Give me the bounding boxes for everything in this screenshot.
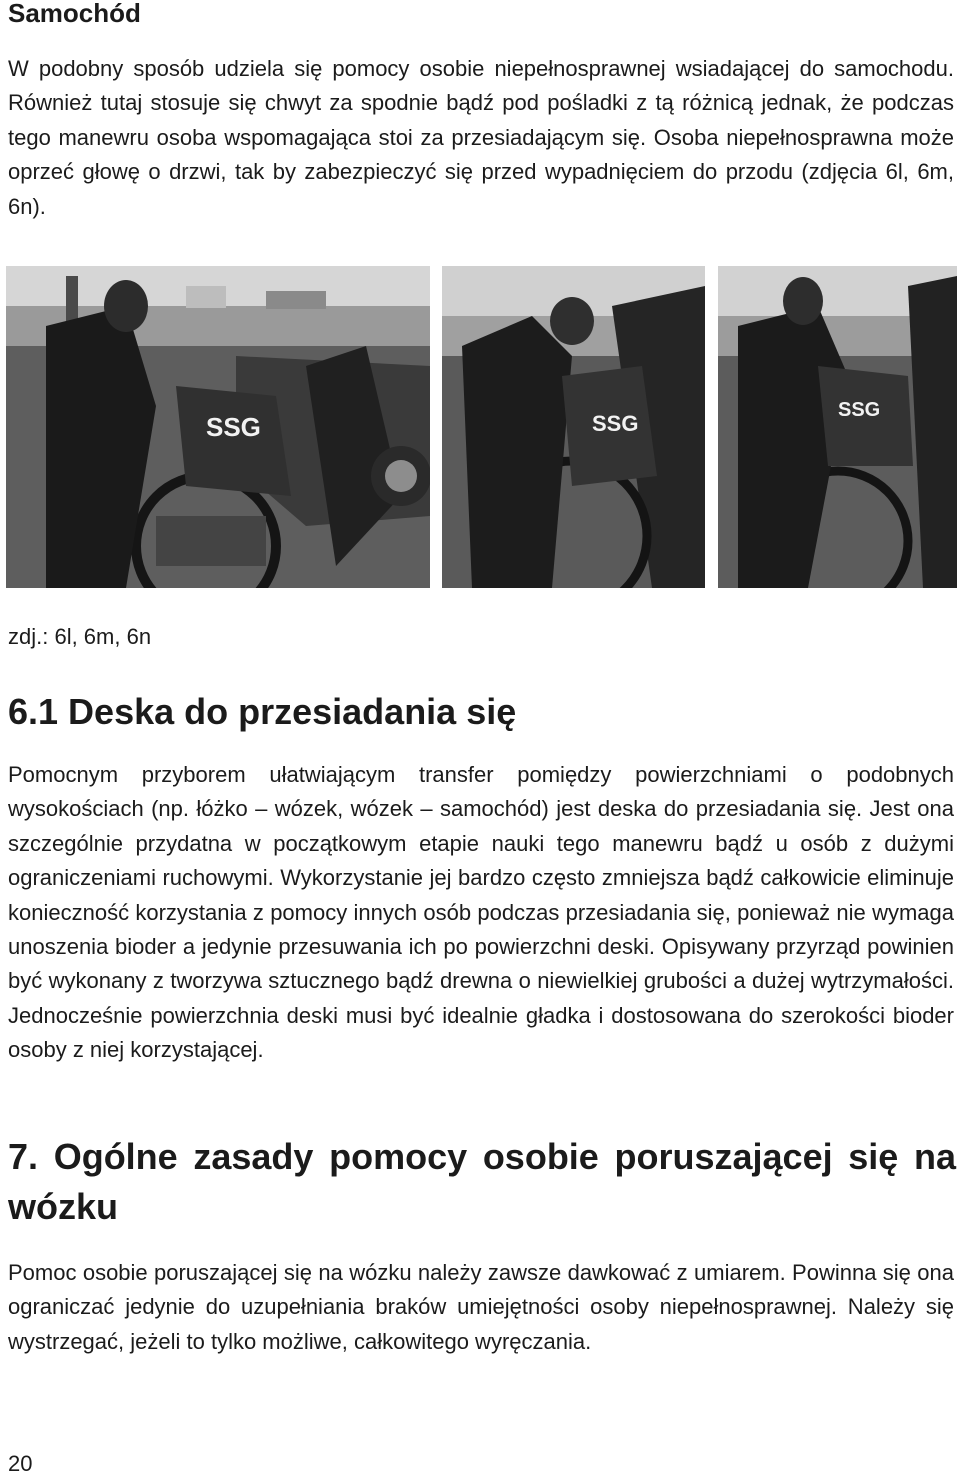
intro-paragraph: W podobny sposób udziela się pomocy osobie niepełnosprawnej wsiadającej do samochodu. Również tutaj stosuje się chwyt za spodnie bądź pod pośladki z tą różnicą jednak, że podczas tego manewru osoba wspomagająca stoi za przesiadającym się. Osoba niepełnosprawna może oprzeć głowę o drzwi, tak by zabezpieczyć się przed wypadnięciem do przodu (zdjęcia 6l, 6m, 6n).	[8, 56, 954, 219]
section-heading: Samochód	[8, 0, 141, 28]
chapter-title: 7. Ogólne zasady pomocy osobie poruszającej się na wózku	[8, 1136, 956, 1227]
photo-6l-shirt-text: SSG	[206, 412, 261, 442]
subsection-paragraph: Pomocnym przyborem ułatwiającym transfer pomiędzy powierzchniami o podobnych wysokościach (np. łóżko – wózek, wózek – samochód) jest deska do przesiadania się. Jest ona szczególnie przydatna w początkowym etapie nauki tego manewru bądź u osób z dużymi ograniczeniami ruchowymi. Wykorzystanie jej bardzo często zmniejsza bądź całkowicie eliminuje konieczność korzystania z pomocy innych osób podczas przesiadania się, ponieważ nie wymaga unoszenia bioder a jedynie przesuwania ich po powierzchni deski. Opisywany przyrząd powinien być wykonany z tworzywa sztucznego bądź drewna o niewielkiej grubości a dużej wytrzymałości. Jednocześnie powierzchnia deski musi być idealnie gładka i dostosowana do szerokości bioder osoby z niej korzystającej.	[8, 762, 954, 1063]
photo-6n-shirt-text: SSG	[838, 399, 881, 421]
chapter-paragraph: Pomoc osobie poruszającej się na wózku należy zawsze dawkować z umiarem. Powinna się ona ograniczać jedynie do uzupełniania braków umiejętności osoby niepełnosprawnej. Należy się wystrzegać, jeżeli to tylko możliwe, całkowitego wyręczania.	[8, 1260, 954, 1354]
photo-row	[6, 266, 957, 588]
page-number: 20	[8, 1451, 33, 1476]
photo-6l	[6, 266, 430, 588]
photo-6m-shirt-text: SSG	[592, 411, 639, 436]
subsection-title: 6.1 Deska do przesiadania się	[8, 691, 517, 732]
photo-caption: zdj.: 6l, 6m, 6n	[8, 624, 152, 649]
photo-6n	[718, 266, 957, 588]
photo-6m	[442, 266, 705, 588]
